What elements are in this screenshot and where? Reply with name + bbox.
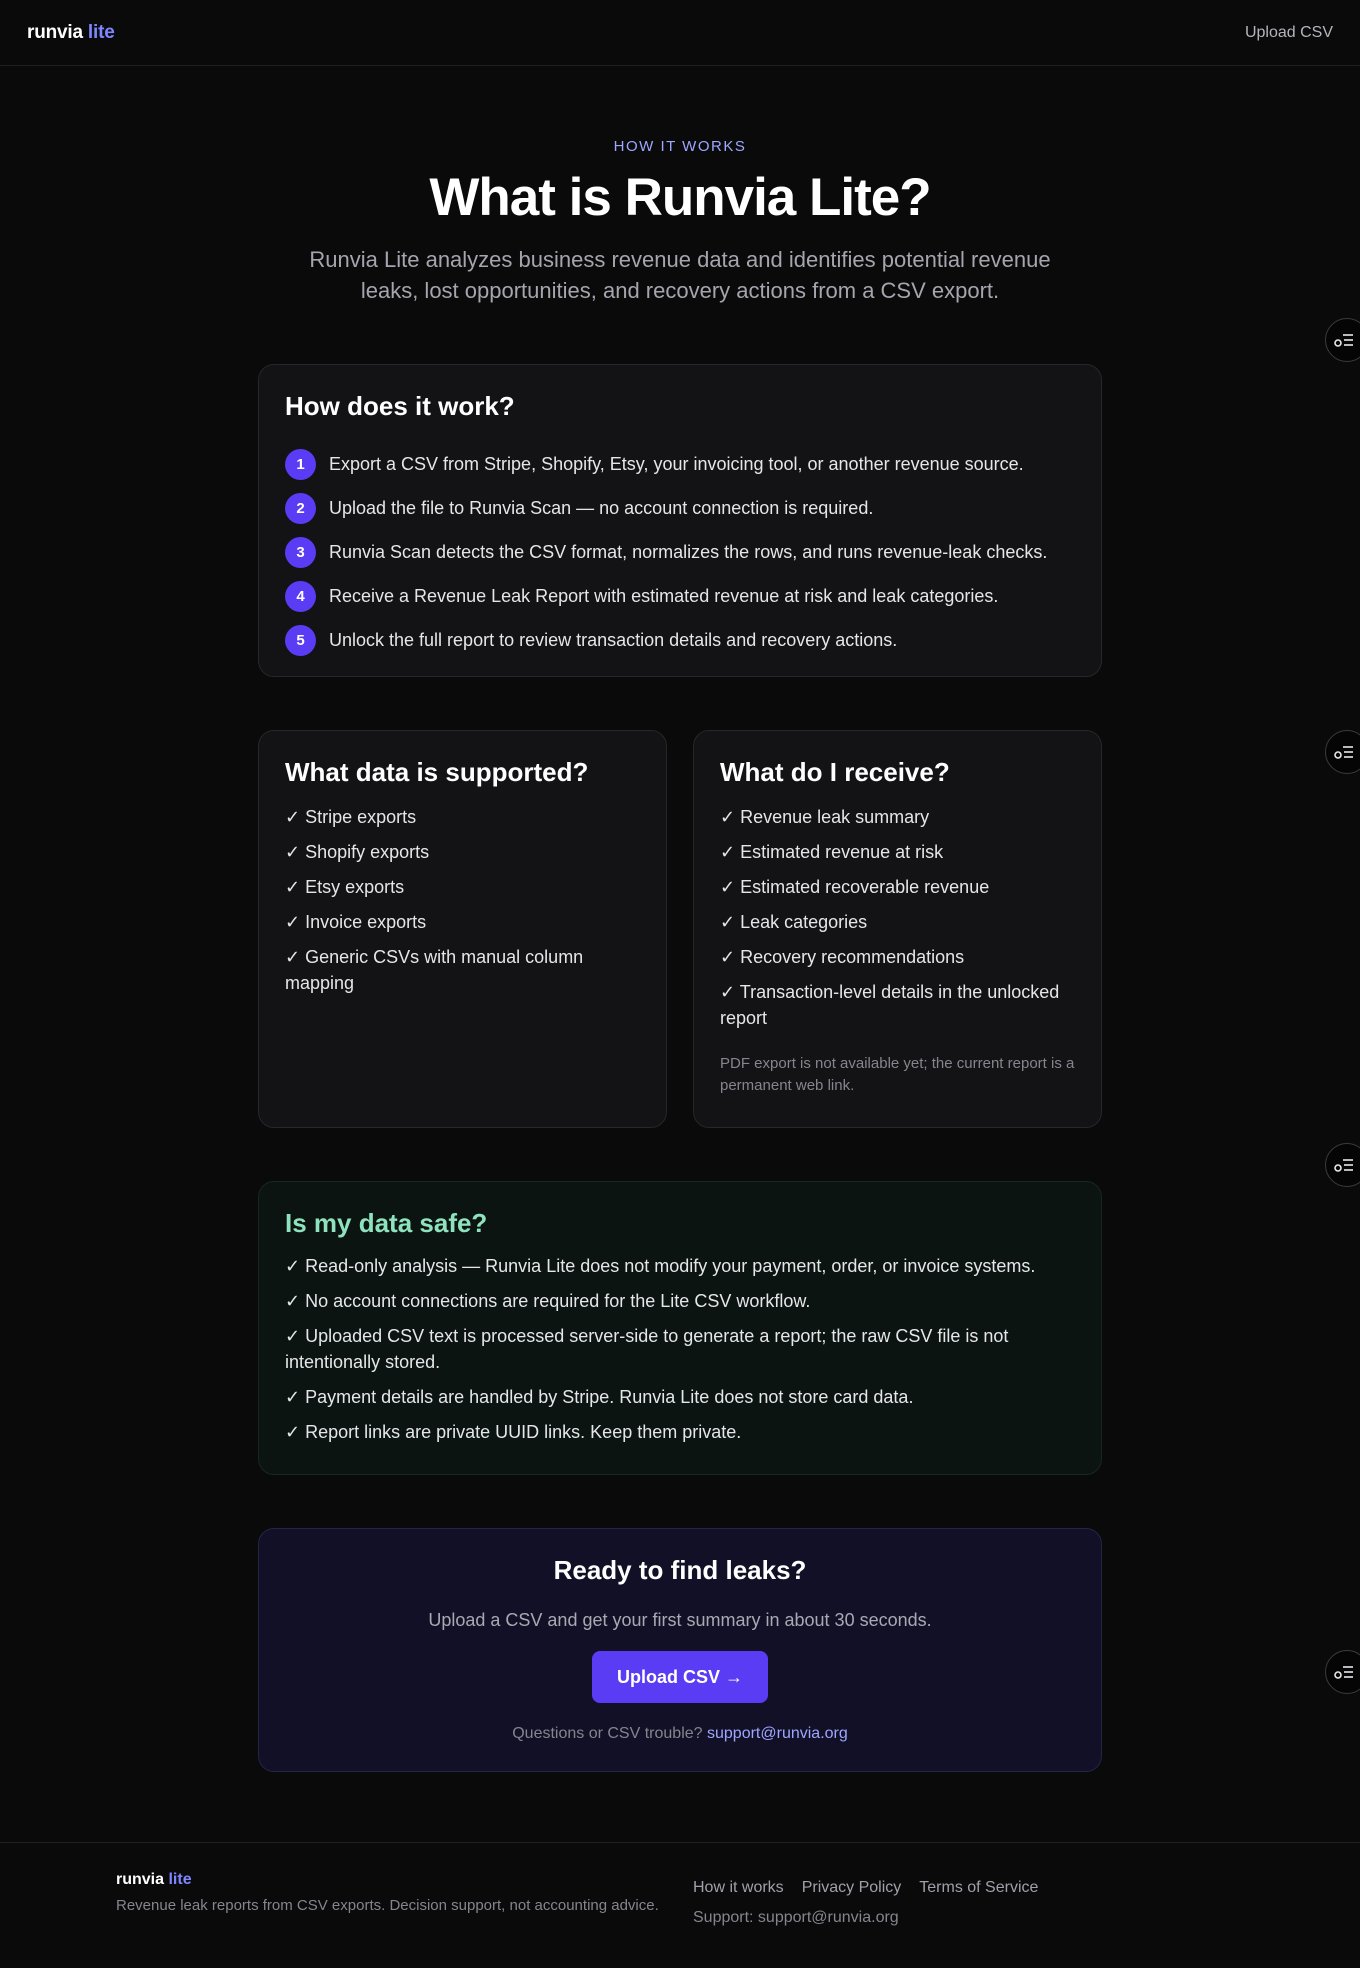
pdf-note: PDF export is not available yet; the current report is a permanent web link.	[720, 1055, 1075, 1094]
cta-subtitle: Upload a CSV and get your first summary in about 30 seconds.	[428, 1610, 932, 1630]
list-item: ✓ Transaction-level details in the unlocked report	[720, 982, 1060, 1028]
footer-logo[interactable]	[116, 1871, 676, 1889]
step-number-badge: 4	[285, 581, 316, 612]
top-bar	[0, 0, 1360, 66]
list-item: ✓ Stripe exports	[285, 807, 417, 827]
side-tool-button[interactable]	[1325, 1143, 1360, 1187]
hero-description: Runvia Lite analyzes business revenue data and identifies potential revenue leaks, lost opportunities, and recovery actions from a CSV export.	[309, 247, 1051, 303]
contact-line	[285, 1725, 1075, 1743]
list-item: ✓ Generic CSVs with manual column mapping	[285, 947, 584, 993]
list-item: ✓ Revenue leak summary	[720, 807, 930, 827]
page-title: What is Runvia Lite?	[429, 168, 931, 227]
footer-links-block	[693, 1879, 1038, 1927]
step-item	[285, 618, 1075, 662]
step-text: Runvia Scan detects the CSV format, normalizes the rows, and runs revenue-leak checks.	[329, 541, 1048, 562]
list-settings-icon	[1334, 1157, 1354, 1173]
data-safety-card	[258, 1181, 1102, 1475]
cta-title: Ready to find leaks?	[553, 1555, 807, 1585]
footer-nav	[693, 1879, 1038, 1897]
supported-list	[285, 804, 640, 996]
footer-link-how-it-works[interactable]: How it works	[693, 1879, 784, 1896]
safe-list	[285, 1253, 1075, 1445]
list-settings-icon	[1334, 332, 1354, 348]
footer-link-terms[interactable]: Terms of Service	[919, 1879, 1039, 1896]
receive-card	[693, 730, 1102, 1128]
footer-brand-accent: lite	[168, 1871, 192, 1888]
list-item: ✓ Read-only analysis — Runvia Lite does not modify your payment, order, or invoice systems.	[285, 1256, 1036, 1276]
list-settings-icon	[1334, 744, 1354, 760]
step-text: Receive a Revenue Leak Report with estimated revenue at risk and leak categories.	[329, 585, 999, 606]
brand-name: runvia	[27, 21, 83, 43]
contact-prefix: Questions or CSV trouble?	[512, 1725, 703, 1742]
step-number-badge: 1	[285, 449, 316, 480]
eyebrow-label: HOW IT WORKS	[613, 138, 747, 155]
side-tool-button[interactable]	[1325, 730, 1360, 774]
steps-list	[285, 442, 1075, 662]
list-settings-icon	[1334, 1664, 1354, 1680]
list-item: ✓ Invoice exports	[285, 912, 427, 932]
footer-link-privacy[interactable]: Privacy Policy	[801, 1879, 902, 1896]
how-title: How does it work?	[285, 391, 515, 421]
upload-csv-button[interactable]: Upload CSV →	[592, 1651, 768, 1703]
list-item: ✓ Estimated revenue at risk	[720, 842, 944, 862]
step-number-badge: 3	[285, 537, 316, 568]
list-item: ✓ No account connections are required for the Lite CSV workflow.	[285, 1291, 811, 1311]
list-item: ✓ Leak categories	[720, 912, 868, 932]
list-item: ✓ Report links are private UUID links. Keep them private.	[285, 1422, 742, 1442]
list-item: ✓ Payment details are handled by Stripe. Runvia Lite does not store card data.	[285, 1387, 914, 1407]
how-it-works-card	[258, 364, 1102, 677]
list-item: ✓ Recovery recommendations	[720, 947, 965, 967]
footer-tagline: Revenue leak reports from CSV exports. Decision support, not accounting advice.	[116, 1897, 659, 1914]
step-item	[285, 442, 1075, 486]
step-text: Export a CSV from Stripe, Shopify, Etsy, your invoicing tool, or another revenue source.	[329, 453, 1024, 474]
supported-data-card	[258, 730, 667, 1128]
receive-list	[720, 804, 1075, 1031]
step-item	[285, 486, 1075, 530]
list-item: ✓ Shopify exports	[285, 842, 430, 862]
support-email-link[interactable]: support@runvia.org	[707, 1725, 848, 1742]
footer-brand-name: runvia	[116, 1871, 165, 1888]
receive-title: What do I receive?	[720, 757, 950, 787]
list-item: ✓ Estimated recoverable revenue	[720, 877, 990, 897]
step-text: Upload the file to Runvia Scan — no account connection is required.	[329, 497, 874, 518]
list-item: ✓ Etsy exports	[285, 877, 405, 897]
supported-title: What data is supported?	[285, 757, 589, 787]
side-tool-button[interactable]	[1325, 318, 1360, 362]
list-item: ✓ Uploaded CSV text is processed server-side to generate a report; the raw CSV file is not intentionally stored.	[285, 1326, 1009, 1372]
cta-card	[258, 1528, 1102, 1772]
step-number-badge: 5	[285, 625, 316, 656]
footer-support[interactable]: Support: support@runvia.org	[693, 1909, 899, 1926]
safe-title: Is my data safe?	[285, 1208, 488, 1238]
brand-accent: lite	[87, 21, 115, 43]
footer	[0, 1842, 1360, 1968]
side-tool-button[interactable]	[1325, 1650, 1360, 1694]
step-text: Unlock the full report to review transaction details and recovery actions.	[329, 629, 898, 650]
brand-logo[interactable]	[27, 22, 115, 44]
step-item	[285, 530, 1075, 574]
step-item	[285, 574, 1075, 618]
upload-csv-link[interactable]: Upload CSV	[1244, 23, 1333, 41]
footer-brand-block	[116, 1871, 676, 1917]
hero-section	[0, 138, 1360, 306]
step-number-badge: 2	[285, 493, 316, 524]
